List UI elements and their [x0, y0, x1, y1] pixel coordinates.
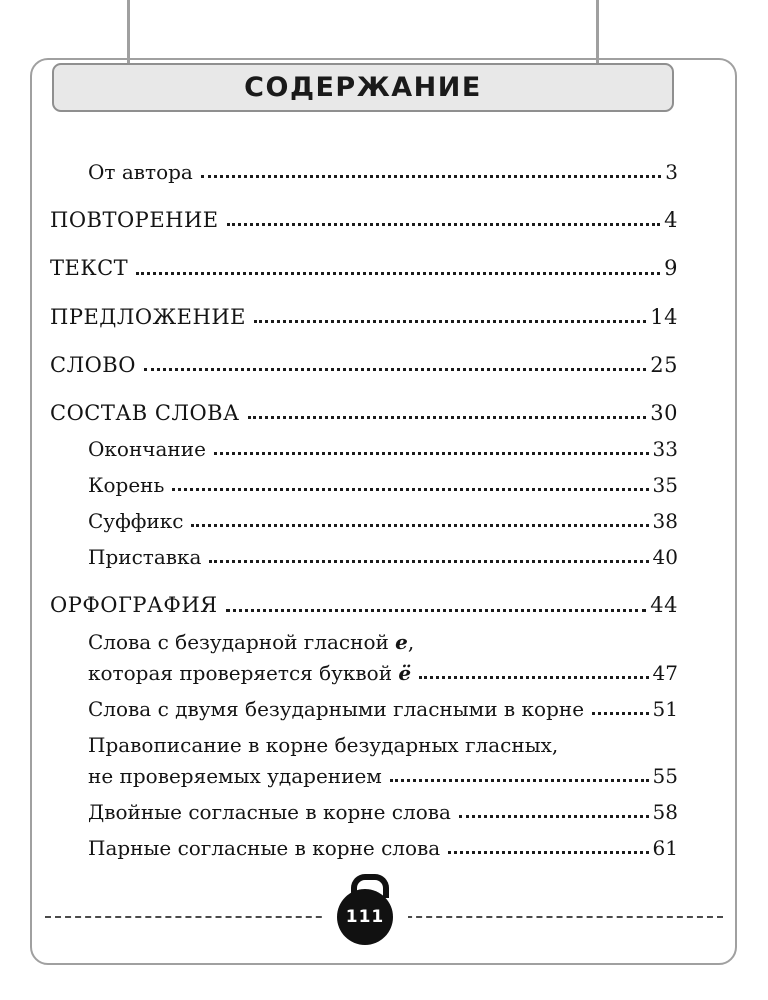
toc-entry-page: 61	[652, 835, 678, 860]
toc-entry-page: 25	[650, 352, 678, 377]
toc-entry-page: 51	[652, 696, 678, 721]
toc-entry-line	[88, 764, 678, 789]
toc-entry	[50, 630, 678, 686]
dotted-leader	[248, 416, 647, 419]
toc-entry-page: 33	[652, 437, 678, 462]
toc-entry	[50, 160, 678, 185]
toc-entry-label: не проверяемых ударением	[88, 763, 382, 788]
toc-entry-line	[50, 352, 678, 378]
contents-title-box	[52, 63, 674, 112]
toc-entry-page: 47	[652, 660, 678, 685]
dotted-leader	[136, 272, 660, 275]
toc-entry-line	[88, 800, 678, 825]
dotted-leader	[227, 223, 661, 226]
toc-entry-page: 38	[652, 509, 678, 534]
dotted-leader	[592, 712, 649, 715]
toc-entry-page: 40	[652, 545, 678, 570]
toc-entry-line	[88, 661, 678, 686]
toc-entry-label: Правописание в корне безударных гласных,	[88, 732, 559, 757]
toc-entry-line	[88, 630, 678, 655]
toc-entry-label: Слова с двумя безударными гласными в корне	[88, 696, 585, 721]
toc-entry-page: 9	[664, 256, 678, 281]
page-number-badge	[337, 889, 393, 945]
toc-entry	[50, 473, 678, 498]
dotted-leader	[419, 676, 648, 679]
toc-entry-page: 58	[652, 799, 678, 824]
toc-entry-line	[88, 545, 678, 570]
dotted-leader	[191, 524, 648, 527]
toc-entry-page: 4	[664, 208, 678, 232]
toc-entry-label: Окончание	[88, 437, 206, 462]
toc-entry-page: 55	[652, 763, 678, 788]
toc-entry-page: 3	[665, 160, 678, 184]
toc-entry-label: СОСТАВ СЛОВА	[50, 401, 240, 425]
toc-entry	[50, 545, 678, 570]
toc-entry-label: Парные согласные в корне слова	[88, 835, 441, 860]
dotted-leader	[254, 320, 646, 323]
page-number: 111	[345, 907, 385, 927]
toc-entry	[50, 400, 678, 426]
toc-entry	[50, 352, 678, 378]
toc-entry	[50, 304, 678, 330]
toc-list	[50, 160, 678, 861]
toc-entry-line	[88, 509, 678, 534]
toc-entry-line	[88, 160, 678, 185]
toc-entry-label: ОРФОГРАФИЯ	[50, 593, 218, 618]
toc-entry	[50, 733, 678, 789]
toc-entry-label: ТЕКСТ	[50, 256, 129, 281]
dotted-leader	[448, 851, 648, 854]
dotted-leader	[459, 815, 649, 818]
toc-entry	[50, 800, 678, 825]
toc-entry-label: ПРЕДЛОЖЕНИЕ	[50, 304, 246, 329]
toc-entry-label: Суффикс	[88, 509, 184, 534]
dotted-leader	[214, 452, 649, 455]
toc-entry-line	[50, 592, 678, 618]
dotted-leader	[172, 488, 648, 491]
toc-entry-label: Двойные согласные в корне слова	[88, 799, 451, 824]
dotted-leader	[209, 560, 648, 563]
toc-entry-page: 14	[650, 304, 678, 329]
toc-entry-label: СЛОВО	[50, 352, 136, 377]
toc-entry-line	[88, 473, 678, 498]
toc-entry-line	[50, 400, 678, 426]
dotted-leader	[226, 609, 647, 612]
toc-entry-page: 35	[652, 473, 678, 498]
toc-entry-line	[88, 697, 678, 722]
toc-entry	[50, 592, 678, 618]
toc-entry-page: 44	[650, 593, 678, 618]
toc-entry-label: Слова с безударной гласной е,	[88, 629, 415, 654]
toc-entry-label: которая проверяется буквой ё	[88, 660, 412, 685]
dotted-leader	[201, 175, 661, 178]
toc-entry	[50, 207, 678, 233]
toc-entry-line	[88, 733, 678, 758]
toc-entry-line	[50, 304, 678, 330]
toc-entry	[50, 437, 678, 462]
toc-entry	[50, 509, 678, 534]
toc-entry-label: Корень	[88, 473, 165, 498]
toc-entry	[50, 255, 678, 281]
toc-entry-label: От автора	[88, 160, 193, 184]
toc-entry-line	[50, 255, 678, 281]
toc-entry	[50, 697, 678, 722]
toc-entry	[50, 836, 678, 861]
page-title: СОДЕРЖАНИЕ	[244, 72, 482, 103]
toc-entry-page: 30	[650, 401, 678, 425]
toc-entry-line	[88, 437, 678, 462]
toc-entry-label: ПОВТОРЕНИЕ	[50, 208, 219, 232]
toc-entry-line	[88, 836, 678, 861]
toc-entry-label: Приставка	[88, 545, 202, 570]
dotted-leader	[144, 368, 646, 371]
toc-entry-line	[50, 207, 678, 233]
dotted-leader	[390, 779, 649, 782]
